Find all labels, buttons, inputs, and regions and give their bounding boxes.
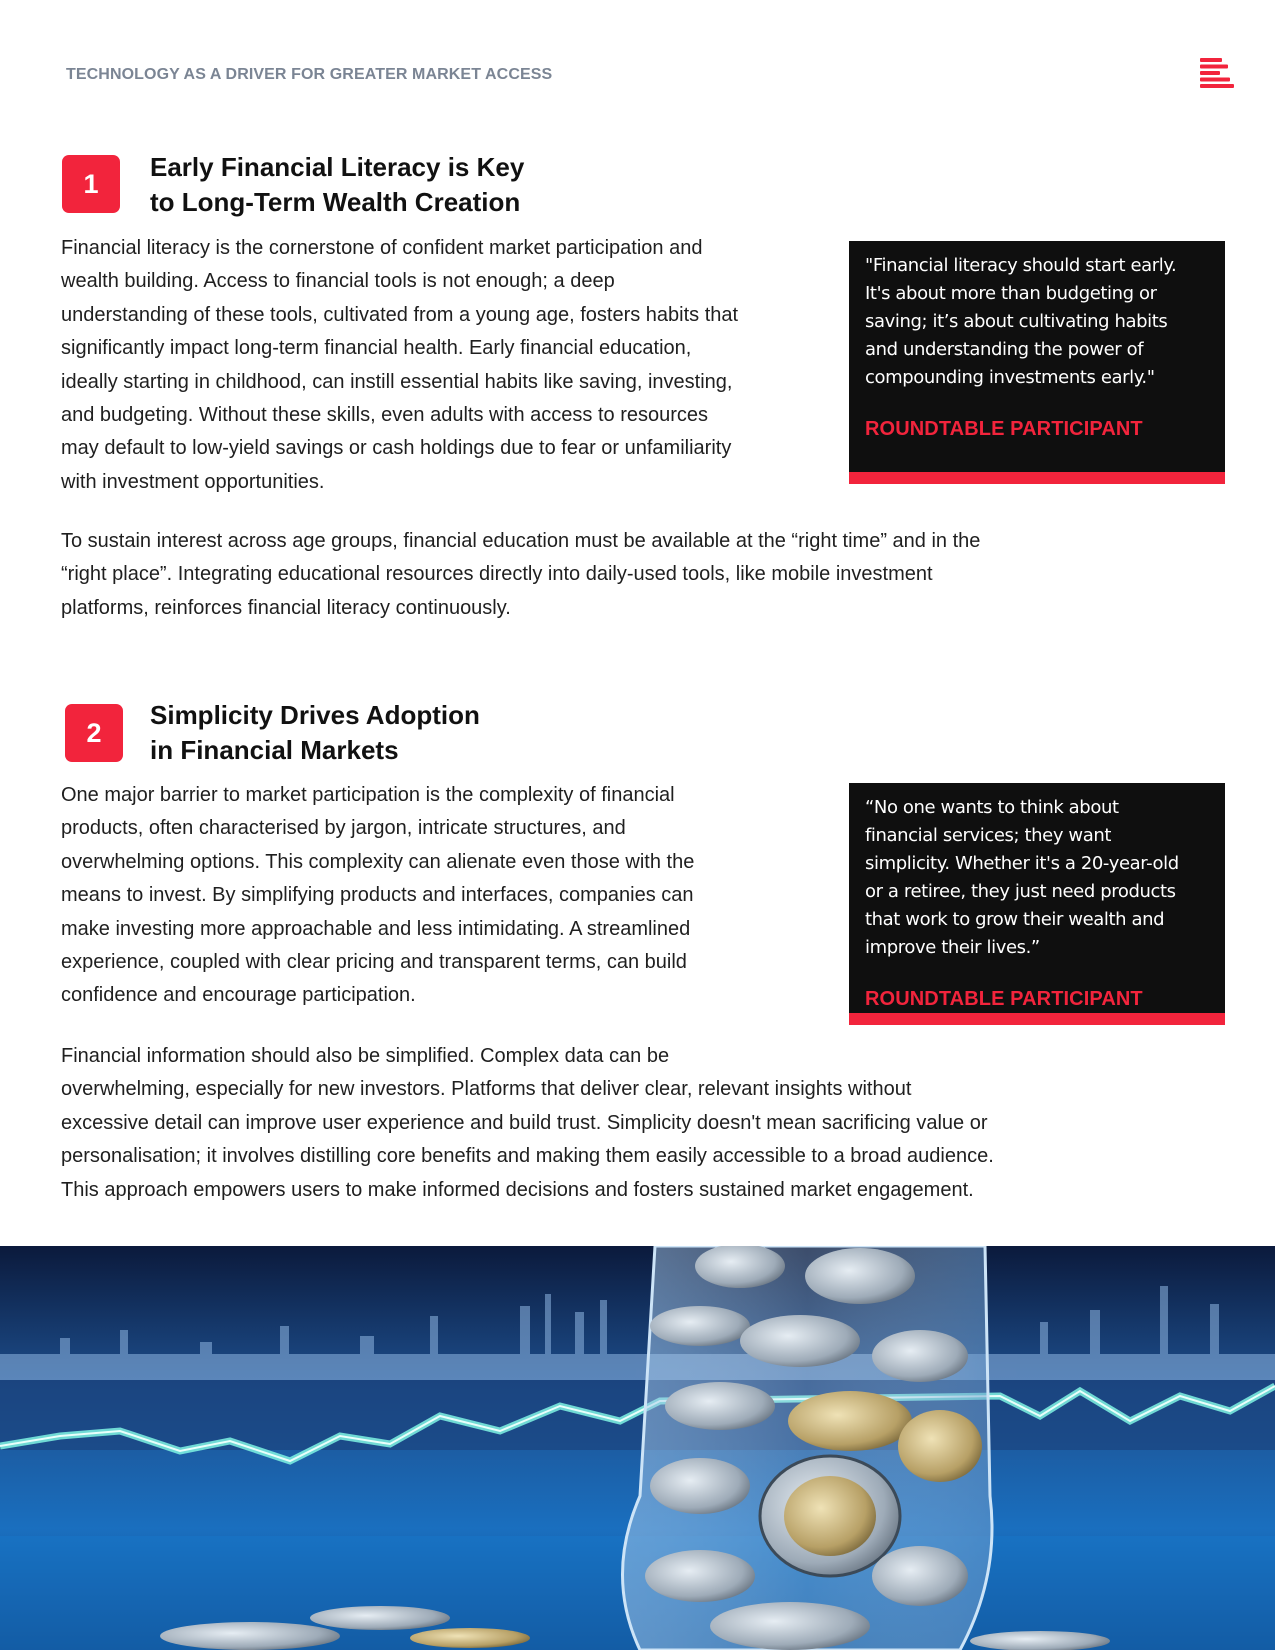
section-heading-line: in Financial Markets	[150, 735, 399, 765]
paragraph-line: with investment opportunities.	[61, 470, 325, 493]
paragraph-line: significantly impact long-term financial health. Early financial education,	[61, 337, 692, 360]
paragraph-line: understanding of these tools, cultivated from a young age, fosters habits that	[61, 303, 739, 326]
quote-line: simplicity. Whether it's a 20-year-old	[865, 853, 1179, 874]
paragraph-line: To sustain interest across age groups, financial education must be available at the “right time” and in the	[61, 530, 981, 552]
brand-stripes-icon	[1200, 58, 1234, 88]
paragraph-line: and budgeting. Without these skills, even adults with access to resources	[61, 404, 709, 427]
section-number-badge: 2	[65, 704, 123, 762]
paragraph-line: Financial information should also be simplified. Complex data can be	[61, 1045, 670, 1067]
paragraph-line: experience, coupled with clear pricing and transparent terms, can build	[61, 951, 687, 974]
paragraph-line: wealth building. Access to financial tools is not enough; a deep	[61, 270, 615, 293]
quote-line: compounding investments early."	[865, 367, 1155, 388]
body-paragraph	[61, 525, 980, 625]
paragraph-line: may default to low-yield savings or cash holdings due to fear or unfamiliarity	[61, 437, 732, 460]
quote-line: It's about more than budgeting or	[865, 283, 1157, 304]
paragraph-line: confidence and encourage participation.	[61, 984, 416, 1007]
quote-attribution: ROUNDTABLE PARTICIPANT	[865, 988, 1143, 1010]
section-heading-line: Simplicity Drives Adoption	[150, 700, 480, 730]
paragraph-line: make investing more approachable and less intimidating. A streamlined	[61, 917, 691, 940]
paragraph-line: Financial literacy is the cornerstone of confident market participation and	[61, 237, 703, 259]
paragraph-line: products, often characterised by jargon, intricate structures, and	[61, 817, 626, 840]
paragraph-line: One major barrier to market participation is the complexity of financial	[61, 784, 675, 806]
section-heading-line: to Long-Term Wealth Creation	[150, 187, 521, 217]
quote-line: financial services; they want	[865, 825, 1112, 846]
coin-jar-illustration	[0, 1246, 1275, 1650]
pull-quote-box	[849, 241, 1225, 484]
quote-attribution: ROUNDTABLE PARTICIPANT	[865, 418, 1143, 440]
paragraph-line: This approach empowers users to make informed decisions and fosters sustained market engagement.	[61, 1178, 974, 1201]
quote-line: or a retiree, they just need products	[865, 881, 1176, 902]
pull-quote-box	[849, 783, 1225, 1025]
paragraph-line: platforms, reinforces financial literacy continuously.	[61, 596, 511, 619]
quote-line: “No one wants to think about	[865, 797, 1119, 818]
paragraph-line: ideally starting in childhood, can instill essential habits like saving, investing,	[61, 370, 733, 393]
paragraph-line: personalisation; it involves distilling core benefits and making them easily accessible to a broad audience.	[61, 1145, 994, 1168]
quote-line: "Financial literacy should start early.	[865, 255, 1177, 276]
pull-quote-text	[865, 252, 1211, 392]
section-heading	[150, 698, 480, 768]
quote-line: that work to grow their wealth and	[865, 909, 1165, 930]
paragraph-line: overwhelming options. This complexity can alienate even those with the	[61, 850, 695, 873]
section-number-badge: 1	[62, 155, 120, 213]
body-paragraph	[61, 779, 694, 1013]
section-heading	[150, 150, 524, 220]
paragraph-line: excessive detail can improve user experience and build trust. Simplicity doesn't mean sacrificing value or	[61, 1111, 988, 1134]
body-paragraph	[61, 1040, 994, 1207]
quote-line: saving; it’s about cultivating habits	[865, 311, 1168, 332]
quote-line: and understanding the power of	[865, 339, 1144, 360]
paragraph-line: “right place”. Integrating educational resources directly into daily-used tools, like mobile investment	[61, 563, 933, 586]
coin-jar-photo	[0, 1246, 1275, 1650]
paragraph-line: means to invest. By simplifying products and interfaces, companies can	[61, 884, 694, 907]
quote-line: improve their lives.”	[865, 937, 1040, 958]
section-heading-line: Early Financial Literacy is Key	[150, 152, 525, 182]
pull-quote-text	[865, 794, 1211, 962]
body-paragraph	[61, 232, 738, 499]
paragraph-line: overwhelming, especially for new investors. Platforms that deliver clear, relevant insights without	[61, 1078, 912, 1101]
running-header-title: TECHNOLOGY AS A DRIVER FOR GREATER MARKET ACCESS	[66, 66, 553, 83]
